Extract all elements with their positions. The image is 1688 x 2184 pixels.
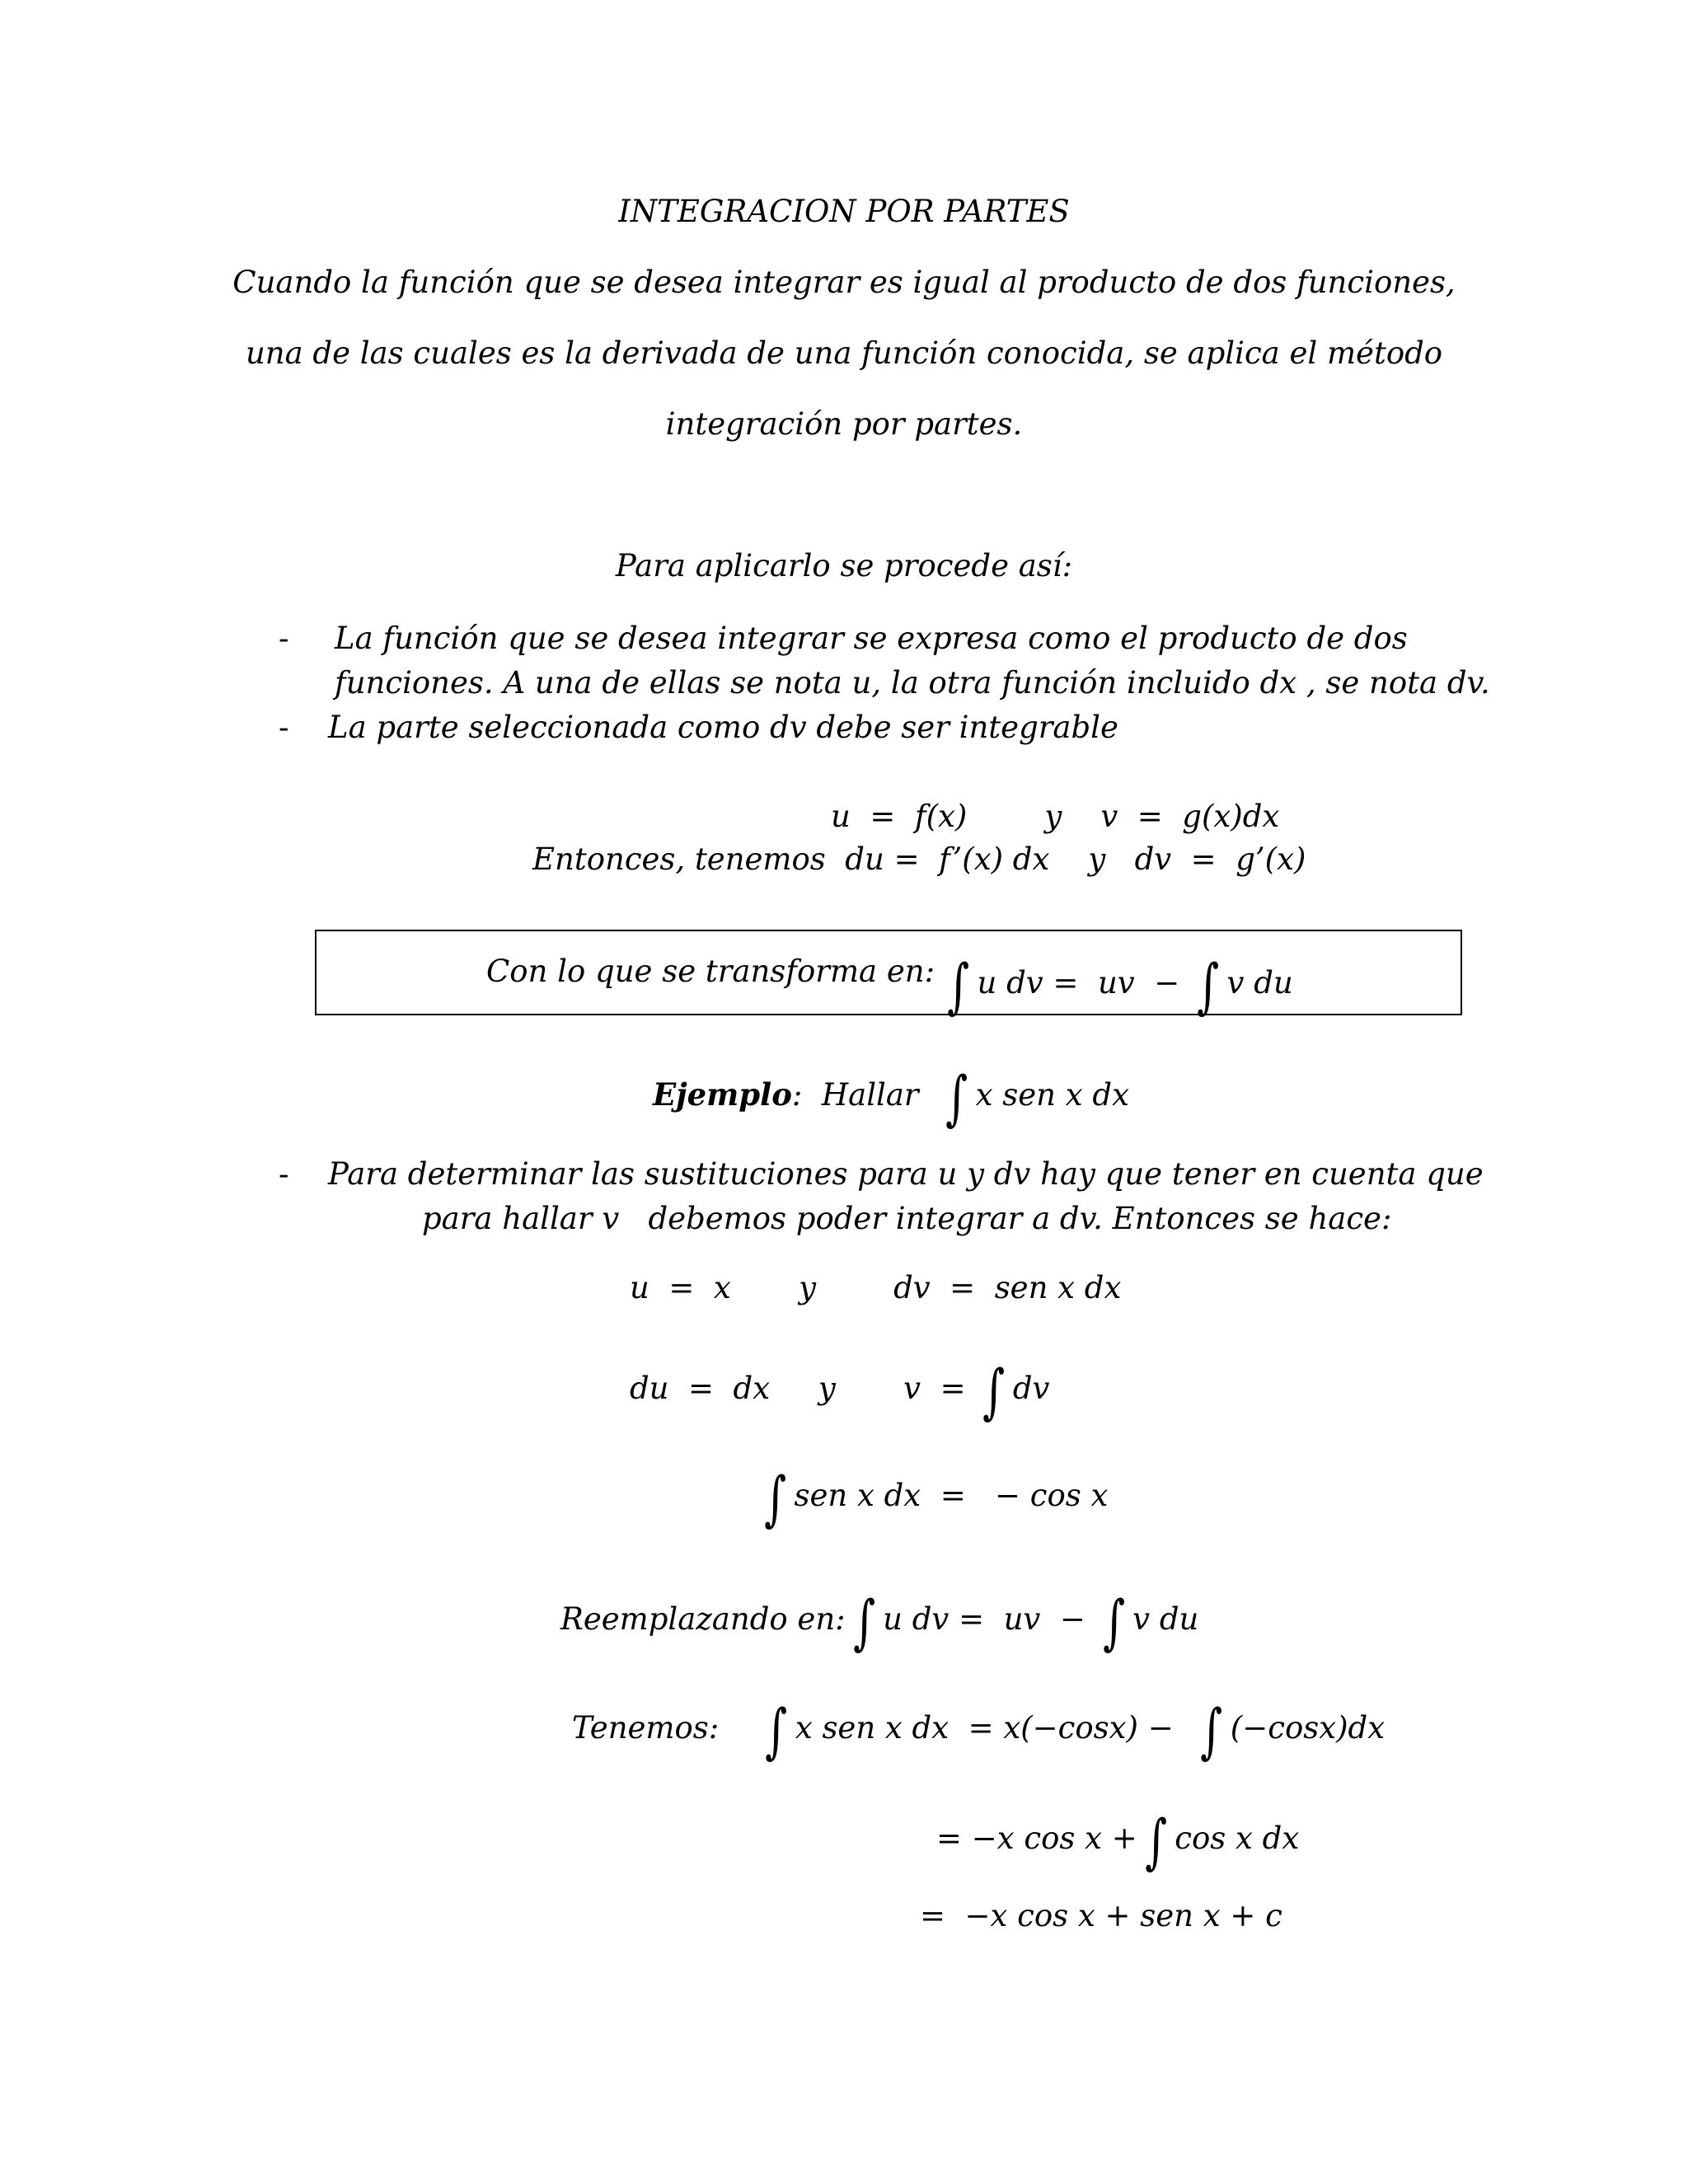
bullet-2: La parte seleccionada como dv debe ser integrable — [328, 710, 1118, 745]
integral-icon: ∫ — [982, 1357, 1006, 1426]
example-label: Ejemplo — [653, 1076, 792, 1113]
formula-box-equation — [940, 951, 1293, 1020]
example-integrand: x sen x dx — [975, 1077, 1129, 1113]
integral-icon: ∫ — [1200, 1696, 1223, 1765]
step-3-right: sen x dx = − cos x — [794, 1478, 1109, 1513]
step-1: u = x y dv = sen x dx — [630, 1270, 1122, 1305]
step-2 — [630, 1357, 1050, 1426]
example-line — [653, 1063, 1129, 1132]
step-6-right: cos x dx — [1175, 1821, 1300, 1856]
step-4-label: Reemplazando en: — [560, 1601, 846, 1637]
definition-line-2: Entonces, tenemos du = f’(x) dx y dv = g’(x) — [532, 841, 1306, 877]
formula-box-lhs: u dv = uv − — [977, 965, 1180, 1001]
bullet-marker-1: - — [279, 621, 289, 656]
step-2-right: dv — [1012, 1371, 1050, 1406]
intro-line-1: Cuando la función que se desea integrar es igual al producto de dos funciones, — [232, 265, 1456, 300]
step-4-right: v du — [1132, 1601, 1199, 1637]
formula-box-label: Con lo que se transforma en: — [486, 954, 935, 989]
bullet-3-line-1: Para determinar las sustituciones para u y dv hay que tener en cuenta que — [328, 1156, 1484, 1192]
step-5-right: (−cosx)dx — [1230, 1710, 1386, 1746]
bullet-marker-3: - — [279, 1156, 289, 1192]
intro-line-3: integración por partes. — [665, 406, 1023, 442]
bullet-3-line-2: para hallar v debemos poder integrar a dv. Entonces se hace: — [422, 1201, 1392, 1236]
step-6-left: = −x cos x + — [936, 1821, 1137, 1856]
step-6 — [936, 1807, 1300, 1876]
step-4 — [560, 1587, 1199, 1657]
integral-icon: ∫ — [1102, 1587, 1125, 1657]
formula-box-rhs: v du — [1226, 965, 1293, 1001]
step-2-left: du = dx y v = — [630, 1371, 966, 1406]
procedure-heading: Para aplicarlo se procede así: — [615, 548, 1073, 583]
step-3 — [757, 1464, 1109, 1533]
step-7: = −x cos x + sen x + c — [920, 1898, 1282, 1933]
integral-icon: ∫ — [1197, 951, 1220, 1020]
definition-line-1: u = f(x) y v = g(x)dx — [831, 799, 1280, 834]
step-5-mid: x sen x dx = x(−cosx) − — [795, 1710, 1174, 1746]
bullet-1-line-1: La función que se desea integrar se expresa como el producto de dos — [335, 621, 1408, 656]
page-title: INTEGRACION POR PARTES — [618, 194, 1070, 229]
step-4-mid: u dv = uv − — [883, 1601, 1085, 1637]
integral-icon: ∫ — [945, 1063, 968, 1132]
bullet-marker-2: - — [279, 710, 289, 745]
step-5-label: Tenemos: — [572, 1710, 720, 1746]
step-5 — [572, 1696, 1386, 1765]
intro-line-2: una de las cuales es la derivada de una función conocida, se aplica el método — [245, 335, 1443, 371]
integral-icon: ∫ — [765, 1696, 788, 1765]
integral-icon: ∫ — [764, 1464, 787, 1533]
integral-icon: ∫ — [947, 951, 970, 1020]
example-hallar: : Hallar — [791, 1077, 919, 1113]
bullet-1-line-2: funciones. A una de ellas se nota u, la otra función incluido dx , se nota dv. — [335, 665, 1490, 701]
integral-icon: ∫ — [852, 1587, 875, 1657]
integral-icon: ∫ — [1145, 1807, 1168, 1876]
